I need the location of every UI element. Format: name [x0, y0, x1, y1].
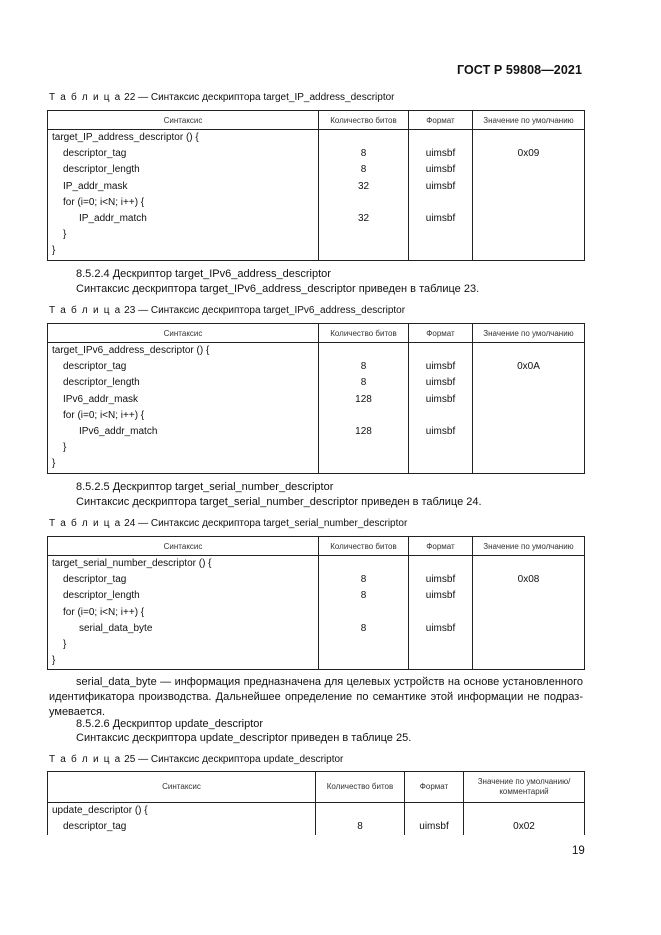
table-22-caption [49, 92, 395, 103]
table-header-row [48, 772, 585, 803]
format-cell: uimsbf [409, 211, 473, 227]
col-bits-header: Количество битов [319, 324, 409, 343]
col-default-header: Значение по умолчанию [473, 111, 585, 130]
format-cell [409, 637, 473, 653]
syntax-cell: } [48, 243, 319, 260]
default-cell [473, 408, 585, 424]
bits-cell [319, 653, 409, 670]
table-row [48, 162, 585, 178]
table-row [48, 621, 585, 637]
table-24-caption [49, 518, 407, 529]
syntax-cell: } [48, 456, 319, 473]
table-row [48, 146, 585, 162]
table-row [48, 227, 585, 243]
col-bits-header: Количество битов [316, 772, 405, 803]
bits-cell: 8 [319, 621, 409, 637]
table-25-title: 25 — Синтаксис дескриптора update_descriptor [124, 754, 344, 765]
table-row [48, 130, 585, 147]
col-default-header: Значение по умолчанию [473, 537, 585, 556]
format-cell [409, 130, 473, 147]
table-row [48, 637, 585, 653]
table-row [48, 588, 585, 604]
syntax-cell: } [48, 653, 319, 670]
table-label: Т а б л и ц а [49, 305, 122, 316]
default-cell [473, 653, 585, 670]
col-format-header: Формат [409, 324, 473, 343]
format-cell: uimsbf [409, 392, 473, 408]
syntax-cell: IP_addr_mask [48, 179, 319, 195]
format-cell [409, 343, 473, 360]
bits-cell: 8 [316, 819, 405, 835]
syntax-cell: descriptor_tag [48, 359, 319, 375]
default-cell [473, 440, 585, 456]
bits-cell: 128 [319, 392, 409, 408]
bits-cell: 128 [319, 424, 409, 440]
default-cell [473, 605, 585, 621]
table-row [48, 572, 585, 588]
table-25 [47, 771, 585, 835]
table-22-title: 22 — Синтаксис дескриптора target_IP_address_descriptor [124, 92, 395, 103]
syntax-cell: } [48, 440, 319, 456]
paragraph-line: умевается. [49, 705, 106, 718]
col-default-header: Значение по умолчанию [473, 324, 585, 343]
bits-cell [319, 456, 409, 473]
bits-cell [316, 803, 405, 820]
standard-designation: ГОСТ Р 59808—2021 [456, 63, 582, 77]
default-cell [473, 621, 585, 637]
table-label: Т а б л и ц а [49, 518, 122, 529]
section-8-5-2-6-heading: 8.5.2.6 Дескриптор update_descriptor [76, 718, 264, 730]
serial-data-byte-paragraph [49, 675, 583, 719]
section-8-5-2-4-text: Синтаксис дескриптора target_IPv6_address_descriptor приведен в таблице 23. [76, 283, 480, 295]
section-8-5-2-5-text: Синтаксис дескриптора target_serial_number_descriptor приведен в таблице 24. [76, 496, 482, 508]
bits-cell [319, 130, 409, 147]
format-cell [409, 605, 473, 621]
format-cell [409, 653, 473, 670]
syntax-cell: IPv6_addr_mask [48, 392, 319, 408]
format-cell: uimsbf [409, 359, 473, 375]
table-row [48, 440, 585, 456]
format-cell [409, 243, 473, 260]
syntax-cell: target_serial_number_descriptor () { [48, 556, 319, 573]
col-bits-header: Количество битов [319, 111, 409, 130]
bits-cell: 32 [319, 179, 409, 195]
bits-cell [319, 556, 409, 573]
format-cell: uimsbf [409, 572, 473, 588]
format-cell: uimsbf [409, 588, 473, 604]
col-syntax-header: Синтаксис [48, 772, 316, 803]
table-row [48, 605, 585, 621]
syntax-cell: } [48, 227, 319, 243]
format-cell: uimsbf [405, 819, 464, 835]
default-cell [473, 392, 585, 408]
syntax-cell: descriptor_tag [48, 572, 319, 588]
table-header-row [48, 111, 585, 130]
format-cell: uimsbf [409, 621, 473, 637]
format-cell: uimsbf [409, 179, 473, 195]
syntax-cell: descriptor_length [48, 588, 319, 604]
table-row [48, 243, 585, 260]
default-cell: 0x09 [473, 146, 585, 162]
default-cell: 0x02 [464, 819, 585, 835]
bits-cell [319, 243, 409, 260]
syntax-cell: target_IP_address_descriptor () { [48, 130, 319, 147]
table-row [48, 456, 585, 473]
default-cell [473, 375, 585, 391]
bits-cell [319, 343, 409, 360]
bits-cell [319, 440, 409, 456]
bits-cell: 8 [319, 162, 409, 178]
table-row [48, 392, 585, 408]
table-label: Т а б л и ц а [49, 92, 122, 103]
bits-cell: 8 [319, 588, 409, 604]
table-22 [47, 110, 585, 261]
syntax-cell: IP_addr_match [48, 211, 319, 227]
bits-cell [319, 408, 409, 424]
section-8-5-2-6-text: Синтаксис дескриптора update_descriptor приведен в таблице 25. [76, 732, 412, 744]
page-number: 19 [572, 845, 585, 857]
bits-cell: 32 [319, 211, 409, 227]
table-row [48, 803, 585, 820]
default-cell [473, 424, 585, 440]
syntax-cell: target_IPv6_address_descriptor () { [48, 343, 319, 360]
default-cell [473, 179, 585, 195]
table-row [48, 179, 585, 195]
bits-cell: 8 [319, 146, 409, 162]
syntax-cell: serial_data_byte [48, 621, 319, 637]
col-format-header: Формат [409, 111, 473, 130]
default-cell [473, 227, 585, 243]
col-syntax-header: Синтаксис [48, 324, 319, 343]
format-cell [409, 556, 473, 573]
default-cell [473, 211, 585, 227]
syntax-cell: descriptor_length [48, 162, 319, 178]
table-row [48, 424, 585, 440]
default-cell: 0x08 [473, 572, 585, 588]
syntax-cell: for (i=0; i<N; i++) { [48, 195, 319, 211]
syntax-cell: for (i=0; i<N; i++) { [48, 408, 319, 424]
format-cell [409, 456, 473, 473]
table-23-title: 23 — Синтаксис дескриптора target_IPv6_address_descriptor [124, 305, 406, 316]
default-cell [473, 130, 585, 147]
format-cell: uimsbf [409, 375, 473, 391]
bits-cell: 8 [319, 572, 409, 588]
section-8-5-2-4-heading: 8.5.2.4 Дескриптор target_IPv6_address_descriptor [76, 268, 331, 280]
default-cell [473, 588, 585, 604]
default-cell [473, 637, 585, 653]
table-row [48, 653, 585, 670]
bits-cell [319, 637, 409, 653]
format-cell [409, 227, 473, 243]
table-row [48, 359, 585, 375]
syntax-cell: update_descriptor () { [48, 803, 316, 820]
format-cell [405, 803, 464, 820]
table-row [48, 556, 585, 573]
default-cell [473, 456, 585, 473]
default-cell [464, 803, 585, 820]
table-row [48, 375, 585, 391]
format-cell [409, 440, 473, 456]
col-default-comment-header: Значение по умолчанию/ комментарий [464, 772, 585, 803]
table-25-caption [49, 754, 343, 765]
format-cell: uimsbf [409, 162, 473, 178]
default-cell [473, 556, 585, 573]
default-cell [473, 195, 585, 211]
syntax-cell: } [48, 637, 319, 653]
syntax-cell: descriptor_tag [48, 146, 319, 162]
bits-cell [319, 605, 409, 621]
format-cell: uimsbf [409, 146, 473, 162]
col-syntax-header: Синтаксис [48, 537, 319, 556]
section-8-5-2-5-heading: 8.5.2.5 Дескриптор target_serial_number_descriptor [76, 481, 334, 493]
default-cell: 0x0A [473, 359, 585, 375]
table-23 [47, 323, 585, 474]
bits-cell [319, 195, 409, 211]
col-format-header: Формат [405, 772, 464, 803]
default-cell [473, 343, 585, 360]
syntax-cell: descriptor_length [48, 375, 319, 391]
table-24-title: 24 — Синтаксис дескриптора target_serial_number_descriptor [124, 518, 408, 529]
col-bits-header: Количество битов [319, 537, 409, 556]
syntax-cell: IPv6_addr_match [48, 424, 319, 440]
table-23-caption [49, 305, 405, 316]
table-row [48, 408, 585, 424]
table-24 [47, 536, 585, 670]
table-row [48, 195, 585, 211]
format-cell [409, 195, 473, 211]
format-cell [409, 408, 473, 424]
default-cell [473, 243, 585, 260]
table-label: Т а б л и ц а [49, 754, 122, 765]
syntax-cell: descriptor_tag [48, 819, 316, 835]
col-syntax-header: Синтаксис [48, 111, 319, 130]
paragraph-line: идентификатора производства. Дальнейшее определение по семантике этой информации не подраз- [49, 690, 583, 703]
table-row [48, 211, 585, 227]
syntax-cell: for (i=0; i<N; i++) { [48, 605, 319, 621]
default-cell [473, 162, 585, 178]
table-header-row [48, 324, 585, 343]
bits-cell [319, 227, 409, 243]
format-cell: uimsbf [409, 424, 473, 440]
table-row [48, 343, 585, 360]
bits-cell: 8 [319, 359, 409, 375]
bits-cell: 8 [319, 375, 409, 391]
col-format-header: Формат [409, 537, 473, 556]
paragraph-line: serial_data_byte — информация предназначена для целевых устройств на основе установленного [76, 676, 583, 688]
table-header-row [48, 537, 585, 556]
table-row [48, 819, 585, 835]
